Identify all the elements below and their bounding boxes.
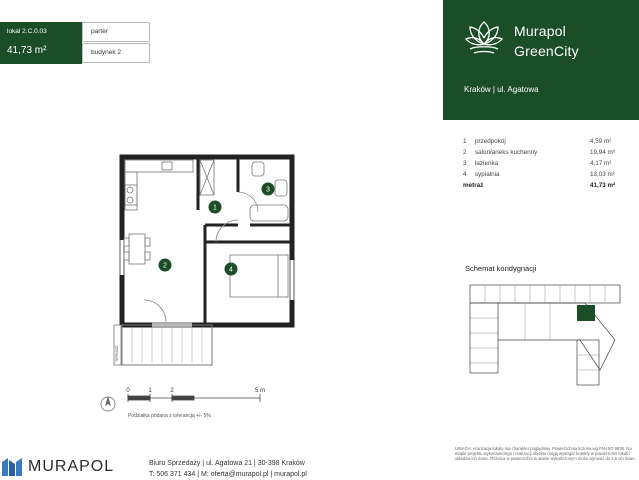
svg-text:4: 4 [229,266,233,274]
doors [144,192,258,322]
disclaimer-note: UWAGA: Aranżacja lokalu ma charakter poglądowy. Powierzchnia liczona wg PN-ISO 9836. Na etapie projektu wykonawczego i realizacji obiektu mogą wystąpić korekty w powierzchni lokali i układzie ich ścian. Różnica w powierzchni w stanie wykończonym może wynosić do 1,5 cm ścian. [455,446,636,462]
kitchen-counter [125,160,193,210]
office-contact: T: 506 371 434 | M: oferta@murapol.pl | murapol.pl [149,471,307,478]
floor-schema [465,280,625,390]
room-area: 4,59 m² [590,138,612,145]
room-number: 2 [463,149,467,156]
floor-label: parter [82,22,150,42]
room-name: salon/aneks kuchenny [475,149,538,156]
scale-tick: 1 [148,388,152,394]
room-area: 19,94 m² [590,149,615,156]
room-list [463,138,619,193]
brand-location: Kraków | ul. Agatowa [464,85,539,94]
total-area: 41,73 m² [590,182,616,189]
murapol-logo-icon [0,456,24,478]
brand-name-line1: Murapol [514,23,566,39]
sales-office-info [149,458,307,480]
dining-table [124,234,150,264]
scale-bar [100,384,270,426]
scale-tick: 5 m [254,388,266,394]
company-name: MURAPOL [28,458,115,475]
room-name: sypialnia [475,171,500,178]
total-label: metraż [463,182,484,189]
room-number: 1 [463,138,467,145]
brand-panel [443,0,639,120]
svg-text:1: 1 [213,204,217,212]
bed [230,255,288,297]
svg-text:2: 2 [163,262,167,270]
building-label: budynek 2 [82,43,150,63]
apartment-info-box [0,22,150,64]
room-area: 4,17 m² [590,160,612,167]
apartment-id: lokal 2.C.0.03 [7,28,47,35]
room-marker-3 [262,183,275,196]
room-row [463,171,619,182]
floor-plan [92,150,302,375]
total-row [463,182,619,193]
lotus-logo-icon [464,18,504,56]
apartment-id-panel [0,22,82,64]
schemat-title: Schemat kondygnacji [465,264,537,273]
scale-tick: 2 [170,388,174,394]
svg-text:3: 3 [266,186,270,194]
room-row [463,160,619,171]
north-arrow-icon [101,396,115,411]
room-marker-1 [209,201,222,214]
selected-apartment-highlight [577,305,595,321]
room-number: 3 [463,160,467,167]
room-marker-2 [159,259,172,272]
room-marker-4 [225,263,238,276]
apartment-area: 41,73 m² [7,45,47,56]
wardrobe [200,160,214,195]
scale-tolerance-note: Podziałka podana z tolerancją +/- 5% [128,413,211,419]
terrace-label: TERRACE [115,345,119,362]
room-number: 4 [463,171,467,178]
room-name: łazienka [475,160,499,167]
scale-tick: 0 [126,388,130,394]
terrace [114,325,212,365]
brand-name-line2: GreenCity [514,43,579,59]
room-row [463,138,619,149]
office-address: Biuro Sprzedaży | ul. Agatowa 21 | 30-398 Kraków [149,460,305,467]
room-area: 13,03 m² [590,171,615,178]
room-name: przedpokój [475,138,506,145]
room-row [463,149,619,160]
